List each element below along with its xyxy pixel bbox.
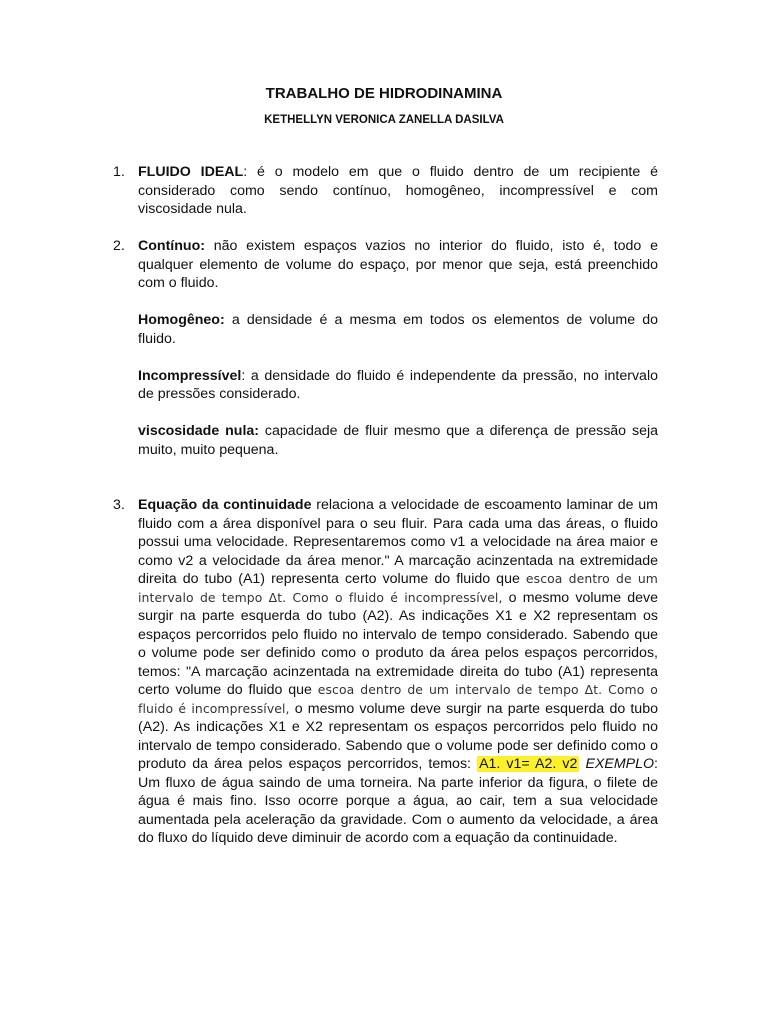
paragraph xyxy=(138,422,658,459)
body-text-alt-font: escoa dentro de um intervalo de tempo Δt. Como o fluido é incompressível, xyxy=(138,682,658,716)
term-fluido-ideal: FLUIDO IDEAL xyxy=(138,164,244,180)
paragraph xyxy=(138,311,658,348)
definition-text: não existem espaços vazios no interior do fluido, isto é, todo e qualquer elemento de volume do espaço, por menor que seja, está preenchido com o fluido. xyxy=(138,238,658,291)
list-item-fluido-ideal xyxy=(113,163,658,219)
paragraph xyxy=(138,496,658,848)
list-item-equacao-continuidade xyxy=(113,496,658,848)
term-incompressivel: Incompressível xyxy=(138,367,242,384)
body-text: o mesmo volume deve surgir na parte esquerda do tubo (A2). As indicações X1 e X2 representam os espaços percorridos pelo fluido no intervalo de tempo considerado. Sabendo que o volume pode ser definido como o produto da área pelos espaços percorridos, temos: xyxy=(138,700,658,772)
paragraph xyxy=(138,237,658,293)
term-viscosidade-nula: viscosidade nula: xyxy=(138,423,260,439)
definition-text: : é o modelo em que o fluido dentro de um recipiente é considerado como sendo contínuo, homogêneo, incompressível e com viscosidade nula. xyxy=(138,164,658,217)
body-text: relaciona a velocidade de escoamento laminar de um fluido com a área disponível para o seu fluir. Para cada uma das áreas, o fluido possui uma velocidade. Representaremos como v1 a velocidade na área maior e como v2 a velocidade da área menor." A marcação acinzentada na extremidade direita do tubo (A1) representa certo volume do fluido que xyxy=(138,497,658,587)
paragraph xyxy=(138,367,658,404)
example-label: EXEMPLO xyxy=(585,756,655,772)
item-number: 3. xyxy=(113,497,125,513)
document-body xyxy=(113,163,658,848)
item-number: 2. xyxy=(113,238,125,254)
body-text-alt-font: escoa dentro de um intervalo de tempo Δt. Como o fluido é incompressível, xyxy=(138,571,658,605)
example-text: : Um fluxo de água saindo de uma torneira. Na parte inferior da figura, o filete de água é mais fino. Isso ocorre porque a água, ao cair, tem a sua velocidade aumentada pela aceleração da gravidade. Com o aumento da velocidade, a área do fluxo do líquido deve diminuir de acordo com a equação da continuidade. xyxy=(138,756,658,846)
document-title: TRABALHO DE HIDRODINAMINA xyxy=(265,85,503,102)
document-author: KETHELLYN VERONICA ZANELLA DASILVA xyxy=(264,114,504,126)
item-number: 1. xyxy=(113,164,125,180)
definition-text: : a densidade do fluido é independente da pressão, no intervalo de pressões considerado. xyxy=(138,367,658,402)
body-text: o mesmo volume deve surgir na parte esquerda do tubo (A2). As indicações X1 e X2 representam os espaços percorridos pelo fluido no intervalo de tempo considerado. Sabendo que o volume pode ser definido como o produto da área pelos espaços percorridos, temos: "A marcação acinzentada na extremidade direita do tubo (A1) representa certo volume do fluido que xyxy=(138,589,658,698)
term-homogeneo: Homogêneo: xyxy=(138,312,225,328)
term-continuo: Contínuo: xyxy=(138,238,205,254)
definition-text: capacidade de fluir mesmo que a diferença de pressão seja muito, muito pequena. xyxy=(138,423,658,458)
term-equacao-continuidade: Equação da continuidade xyxy=(138,497,312,513)
paragraph xyxy=(138,163,658,219)
list-item-continuo xyxy=(113,237,658,459)
definition-text: a densidade é a mesma em todos os elementos de volume do fluido. xyxy=(138,312,658,347)
highlighted-formula: A1. v1= A2. v2 xyxy=(479,756,578,772)
